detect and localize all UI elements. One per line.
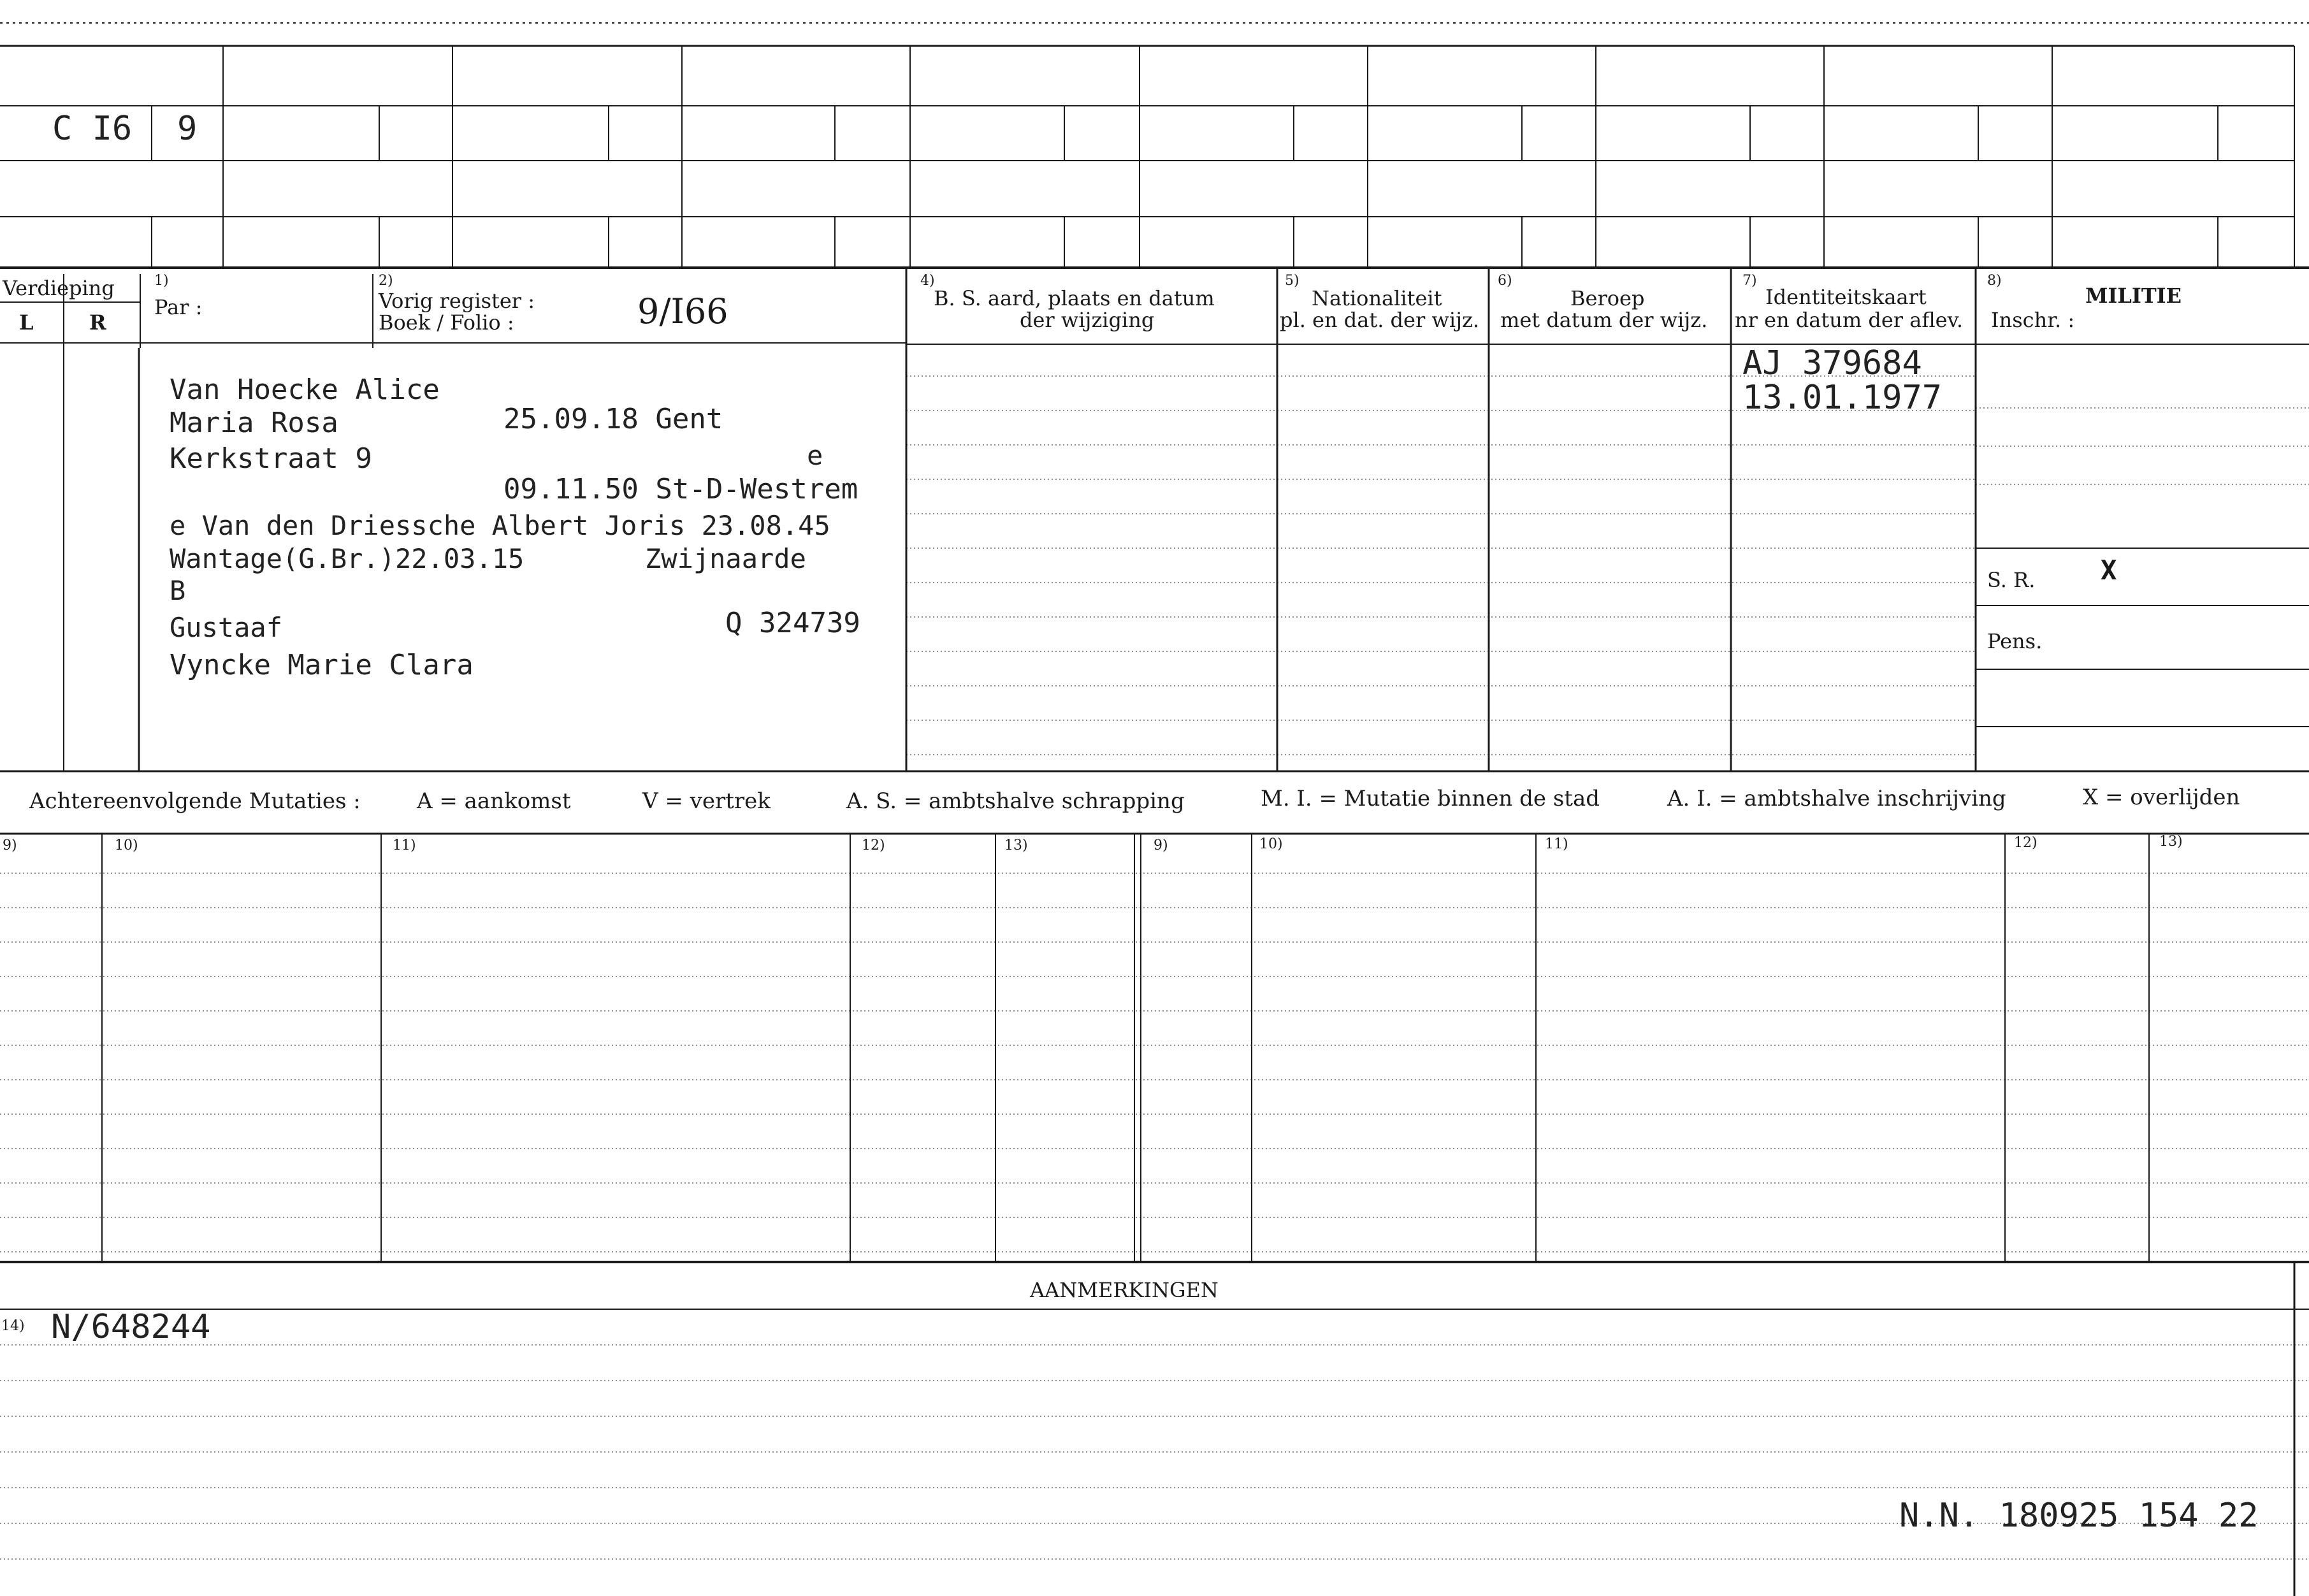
person-name: Van Hoecke Alice — [170, 374, 440, 406]
bs-header-line1: B. S. aard, plaats en datum — [934, 286, 1215, 310]
boek-folio-label: Boek / Folio : — [379, 310, 514, 335]
legend-ai: A. I. = ambtshalve inschrijving — [1667, 786, 2006, 811]
id-card-number: AJ 379684 — [1742, 344, 1922, 382]
beroep-line2: met datum der wijz. — [1500, 308, 1708, 332]
boek-folio-value: 9/I66 — [637, 291, 728, 331]
nationaliteit-line1: Nationaliteit — [1312, 286, 1442, 310]
legend-mi: M. I. = Mutatie binnen de stad — [1261, 786, 1600, 811]
bs-header-line2: der wijziging — [1020, 308, 1155, 332]
id-card-date: 13.01.1977 — [1742, 379, 1943, 417]
national-number: N.N. 180925 154 22 — [1899, 1497, 2259, 1535]
r-label: R — [89, 310, 106, 335]
mother-name: Vyncke Marie Clara — [170, 649, 474, 681]
legend-as: A. S. = ambtshalve schrapping — [846, 788, 1185, 814]
marriage-date-place: 09.11.50 St-D-Westrem — [503, 473, 858, 505]
remarks-value: N/648244 — [51, 1308, 211, 1346]
mut-col-13-left: 13) — [1004, 838, 1028, 853]
remarks-title: AANMERKINGEN — [1030, 1278, 1219, 1302]
b-mark: B — [170, 575, 186, 606]
col6-number: 6) — [1498, 273, 1512, 289]
col7-number: 7) — [1742, 273, 1757, 289]
sr-value: X — [2101, 555, 2117, 586]
mut-col-12-right: 12) — [2014, 835, 2038, 851]
nationaliteit-line2: pl. en dat. der wijz. — [1280, 308, 1480, 332]
l-label: L — [19, 310, 34, 335]
birth-date-place: 25.09.18 Gent — [503, 403, 723, 435]
mut-col-12-left: 12) — [862, 838, 885, 853]
legend-v: V = vertrek — [642, 788, 771, 814]
col5-number: 5) — [1285, 273, 1299, 289]
register-number: 9 — [177, 110, 198, 148]
mut-col-9-right: 9) — [1154, 838, 1168, 853]
col1-number: 1) — [154, 273, 169, 289]
verdieping-label: Verdieping — [3, 276, 115, 300]
spouse-birth: Wantage(G.Br.)22.03.15 — [170, 543, 525, 574]
militie-label: MILITIE — [2085, 284, 2182, 308]
col2-number: 2) — [379, 273, 393, 289]
pens-label: Pens. — [1987, 629, 2043, 653]
mut-col-13-right: 13) — [2159, 834, 2183, 850]
legend-a: A = aankomst — [417, 788, 571, 814]
inschr-label: Inschr. : — [1991, 308, 2075, 332]
mut-col-10-right: 10) — [1259, 836, 1283, 852]
father-name: Gustaaf — [170, 612, 283, 643]
remarks-number: 14) — [1, 1318, 25, 1334]
col8-number: 8) — [1987, 273, 2002, 289]
spouse-line: e Van den Driessche Albert Joris 23.08.45 — [170, 510, 830, 541]
col4-number: 4) — [920, 273, 935, 289]
identiteitskaart-line2: nr en datum der aflev. — [1735, 308, 1964, 332]
address: Kerkstraat 9 — [170, 442, 372, 475]
mut-col-9-left: 9) — [3, 838, 17, 853]
register-code: C I6 — [52, 110, 133, 148]
e-mark: e — [807, 440, 823, 471]
person-given-names: Maria Rosa — [170, 407, 338, 439]
sr-label: S. R. — [1987, 568, 2036, 592]
vorig-register-label: Vorig register : — [379, 289, 535, 313]
mut-col-10-left: 10) — [115, 838, 138, 853]
reference-code: Q 324739 — [725, 607, 860, 639]
mut-col-11-left: 11) — [393, 838, 416, 853]
legend-x: X = overlijden — [2083, 785, 2240, 810]
beroep-line1: Beroep — [1570, 286, 1645, 310]
par-label: Par : — [154, 295, 203, 319]
spouse-place: Zwijnaarde — [645, 543, 806, 574]
mutations-title: Achtereenvolgende Mutaties : — [29, 788, 361, 814]
mut-col-11-right: 11) — [1545, 836, 1568, 852]
identiteitskaart-line1: Identiteitskaart — [1765, 285, 1927, 309]
